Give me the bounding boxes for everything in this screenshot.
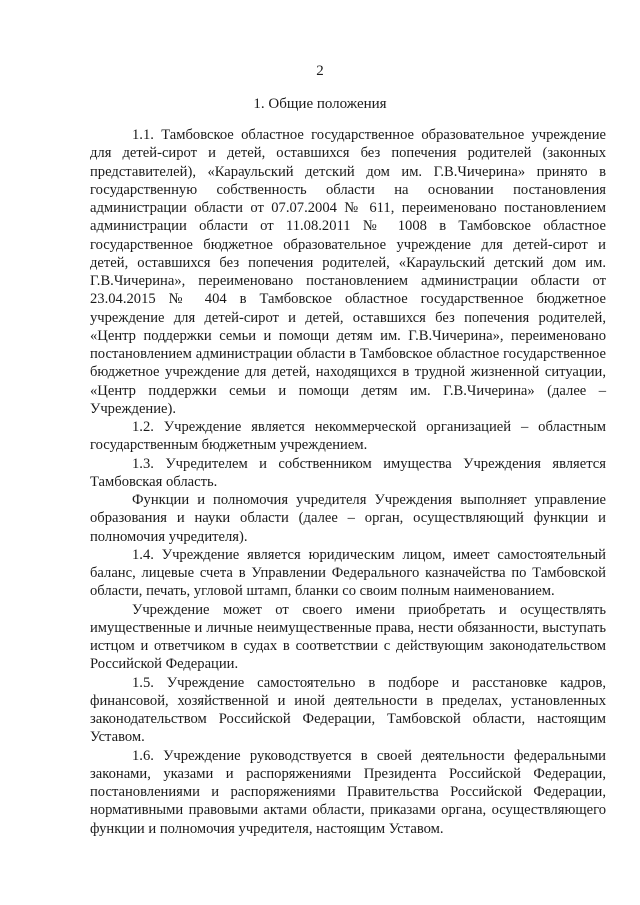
paragraph-1-3: 1.3. Учредителем и собственником имущества Учреждения является Тамбовская область. (90, 455, 606, 490)
section-heading: 1. Общие положения (253, 96, 387, 112)
paragraph-1-1: 1.1. Тамбовское областное государственное образовательное учреждение для детей-сирот и детей, оставшихся без попечения родителей (законных представителей), «Караульский детский дом им. Г.В.Чичерина» принято в государственную собственность области на основании постановления администрации области от 07.07.2004 № 611, переименовано постановлением администрации области от 11.08.2011 № 1008 в Тамбовское областное государственное бюджетное образовательное учреждение для детей-сирот и детей, оставшихся без попечения родителей, «Караульский детский дом им. Г.В.Чичерина», переименовано постановлением администрации области от 23.04.2015 № 404 в Тамбовское областное государственное бюджетное учреждение для детей-сирот и детей, оставшихся без попечения родителей, «Центр поддержки семьи и помощи детям им. Г.В.Чичерина», переименовано постановлением администрации области в Тамбовское областное государственное бюджетное учреждение для детей, находящихся в трудной жизненной ситуации, «Центр поддержки семьи и помощи детям им. Г.В.Чичерина» (далее – Учреждение). (90, 127, 606, 417)
paragraph-1-5: 1.5. Учреждение самостоятельно в подборе и расстановке кадров, финансовой, хозяйственной и иной деятельности в пределах, установленных законодательством Российской Федерации, Тамбовской области, настоящим Уставом. (90, 674, 606, 746)
paragraph-founder-functions: Функции и полномочия учредителя Учреждения выполняет управление образования и науки области (далее – орган, осуществляющий функции и полномочия учредителя). (90, 492, 606, 545)
body-text (90, 126, 606, 838)
paragraph-1-4: 1.4. Учреждение является юридическим лицом, имеет самостоятельный баланс, лицевые счета в Управлении Федерального казначейства по Тамбовской области, печать, угловой штамп, бланки со своим полным наименованием. (90, 546, 606, 600)
paragraph-1-6: 1.6. Учреждение руководствуется в своей деятельности федеральными законами, указами и распоряжениями Президента Российской Федерации, постановлениями и распоряжениями Правительства Российской Федерации, нормативными правовыми актами области, приказами органа, осуществляющего функции и полномочия учредителя, настоящим Уставом. (90, 747, 606, 837)
page-number: 2 (316, 63, 324, 79)
paragraph-1-2: 1.2. Учреждение является некоммерческой организацией – областным государственным бюджетным учреждением. (90, 419, 606, 454)
paragraph-property-rights: Учреждение может от своего имени приобретать и осуществлять имущественные и личные неимущественные права, нести обязанности, выступать истцом и ответчиком в судах в соответствии с действующим законодательством Российской Федерации. (90, 601, 606, 673)
